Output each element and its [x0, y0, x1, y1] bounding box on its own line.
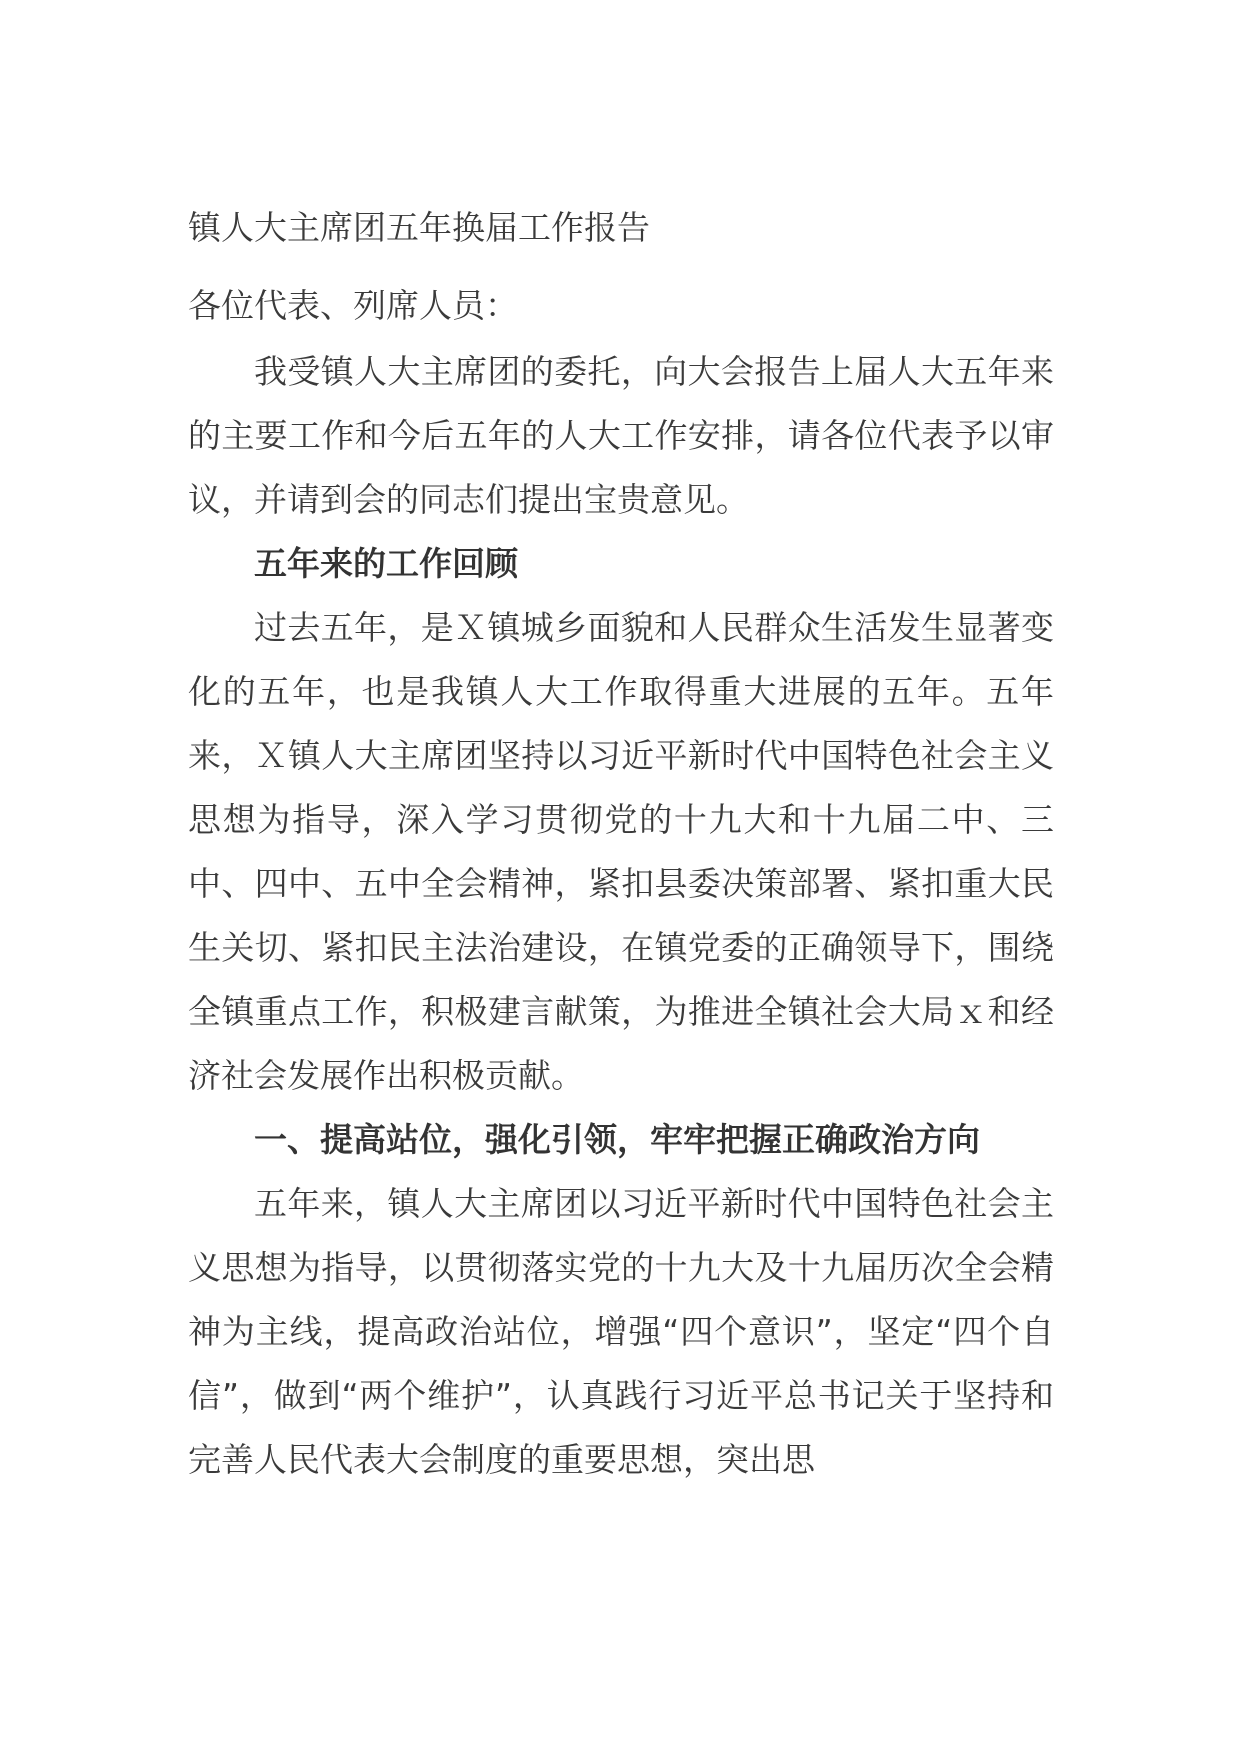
document-body [188, 196, 1054, 1492]
review-paragraph: 过去五年，是Ｘ镇城乡面貌和人民群众生活发生显著变化的五年，也是我镇人大工作取得重大进展的五年。五年来，Ｘ镇人大主席团坚持以习近平新时代中国特色社会主义思想为指导，深入学习贯彻党的十九大和十九届二中、三中、四中、五中全会精神，紧扣县委决策部署、紧扣重大民生关切、紧扣民主法治建设，在镇党委的正确领导下，围绕全镇重点工作，积极建言献策，为推进全镇社会大局ｘ和经济社会发展作出积极贡献。 [188, 608, 1054, 1095]
document-title: 镇人大主席团五年换届工作报告 [188, 208, 650, 247]
paragraph-one: 五年来，镇人大主席团以习近平新时代中国特色社会主义思想为指导，以贯彻落实党的十九大及十九届历次全会精神为主线，提高政治站位，增强“四个意识”，坚定“四个自信”，做到“两个维护”，认真践行习近平总书记关于坚持和完善人民代表大会制度的重要思想，突出思 [188, 1184, 1054, 1479]
salutation: 各位代表、列席人员： [188, 286, 518, 325]
intro-paragraph: 我受镇人大主席团的委托，向大会报告上届人大五年来的主要工作和今后五年的人大工作安排，请各位代表予以审议，并请到会的同志们提出宝贵意见。 [188, 352, 1054, 519]
section-heading: 五年来的工作回顾 [254, 544, 518, 583]
subheading-one: 一、提高站位，强化引领，牢牢把握正确政治方向 [254, 1120, 980, 1159]
